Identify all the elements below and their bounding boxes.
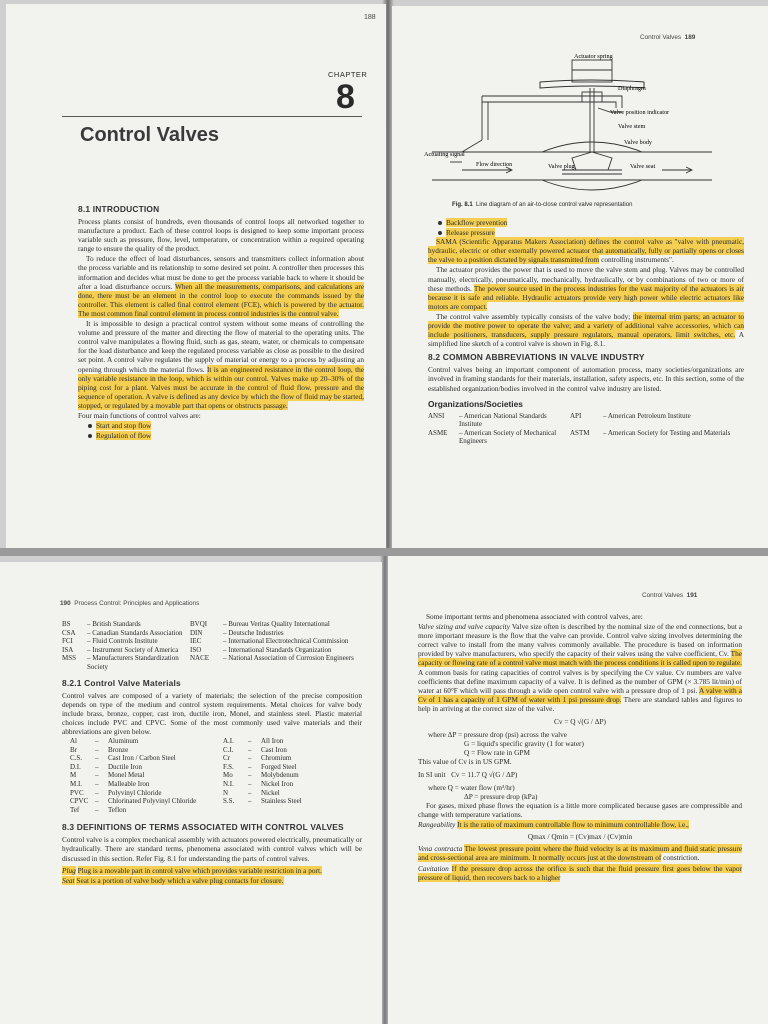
table-row: C.S. – Cast Iron / Carbon Steel Cr – Chromium: [70, 754, 292, 763]
paragraph: Some important terms and phenomena associated with control valves, are:: [426, 612, 643, 621]
intro-section: [78, 200, 364, 440]
equation-where: G = liquid's specific gravity (1 for water): [464, 739, 584, 749]
diagram-label: Valve position indicator: [610, 109, 670, 116]
table-row: CSA – Canadian Standards Association DIN – Deutsche Industries: [62, 628, 284, 637]
body-text: [62, 835, 362, 884]
diagram-label: Actuator spring: [574, 53, 613, 60]
equation: Qmax / Qmin = (Cv)max / (Cv)min: [527, 832, 633, 842]
paragraph: The actuator provides the power that is used to move the valve stem and plug. Valves may be controlled manually, electrically, pneumatically, mechanically, hydraulically, or by combinations of two or more of these methods. The power source used in the process industries for the vast majority of the actuators is air because it is safe and reliable. Hydraulic actuators provide very high power while electric actuators like motors are compact.: [428, 265, 745, 311]
equation-where: where ΔP = pressure drop (psi) across the valve: [428, 730, 568, 740]
body-text: [418, 844, 742, 881]
body-text: [428, 365, 744, 392]
photo-divider: [0, 548, 768, 556]
paragraph: Four main functions of control valves are:: [78, 410, 201, 420]
body-text: [62, 691, 362, 736]
orgs-heading: Organizations/Societies: [428, 398, 523, 409]
control-valve-diagram: [422, 52, 722, 202]
paragraph: SAMA (Scientific Apparatus Makers Association) defines the control valve as "valve with pneumatic, hydraulic, electric or other externally powered actuator that automatically, fully or partially opens or closes the valve to a position dictated by signals transmitted from controlling instruments".: [428, 237, 744, 265]
table-row: MSS – Manufacturers Standardization Society NACE – National Association of Corrosion Engineers: [62, 654, 354, 671]
table-row: D.I. – Ductile Iron F.S. – Forged Steel: [70, 762, 297, 771]
intro-text: [78, 217, 364, 420]
page-189-body: [428, 218, 744, 446]
section-heading: 8.1 INTRODUCTION: [78, 204, 160, 214]
paragraph: Control valve is a complex mechanical assembly with actuators powered electrically, pneumatically or hydraulically. There are standard terms, phenomena associated with control valves which will be discussed in this section. Refer Fig. 8.1 for understanding the parts of control valves.: [62, 835, 362, 863]
table-row: Tef – Teflon: [70, 805, 127, 814]
page-190: [0, 562, 382, 1024]
equation-note: This value of Cv is in US GPM.: [418, 757, 512, 767]
table-row: Al – Aluminum A.I. – All Iron: [70, 737, 284, 746]
chapter-label: CHAPTER: [328, 70, 368, 79]
table-row: ASME – American Society of Mechanical Engineers ASTM – American Society for Testing and Materials: [428, 428, 731, 446]
diagram-label: Valve seat: [630, 163, 656, 170]
chapter-rule: [62, 116, 362, 117]
page-191: [388, 556, 768, 1024]
paragraph: Process plants consist of hundreds, even thousands of control loops all networked together to manufacture a product. Each of these control loops is designed to keep some important process variable such as pressure, flow, level, temperature, or concentration within a required operating range to ensure the quality of the product.: [78, 217, 364, 254]
list-item: Regulation of flow: [78, 431, 364, 441]
paragraph: Control valves being an important component of automation process, many societies/organizations are involved in framing standards for their materials, installation, safety aspects, etc. In this section, some of the established organization/bodies involved in the control valve industry are listed.: [428, 365, 744, 393]
section-heading: 8.3 DEFINITIONS OF TERMS ASSOCIATED WITH CONTROL VALVES: [62, 822, 344, 833]
diagram-label: Valve stem: [618, 123, 646, 130]
equation-where: where Q = water flow (m³/hr): [428, 783, 515, 793]
table-row: ANSI – American National Standards Institute API – American Petroleum Institute: [428, 411, 691, 429]
paragraph: For gases, mixed phase flows the equation is a little more complicated because gases are compressible and change with temperature variations.: [418, 801, 742, 820]
figure-caption: Fig. 8.1 Line diagram of an air-to-close control valve representation: [452, 202, 633, 208]
diagram-label: Valve plug: [548, 163, 575, 170]
definition-plug: Plug Plug is a movable part in control valve which provides variable restriction in a port.: [62, 865, 322, 875]
running-head: 190 Process Control: Principles and Applications: [60, 600, 200, 607]
body-text: [428, 237, 744, 348]
page-189: [392, 6, 768, 548]
diagram-label: Actuating signal: [424, 151, 465, 158]
chapter-title: Control Valves: [80, 124, 219, 146]
equation-where: ΔP = pressure drop (kPa): [464, 792, 538, 802]
paragraph: The control valve assembly typically consists of the valve body; the internal trim parts; an actuator to provide the motive power to operate the valve; and a variety of additional valve accessories, which can include positioners, transducers, supply pressure regulators, manual operators, limit switches, etc. A simplified line sketch of a control valve is shown in Fig. 8.1.: [428, 311, 744, 349]
body-text: [418, 612, 742, 713]
list-item: Backflow prevention: [428, 218, 744, 228]
table-row: FCI – Fluid Controls Institute IEC – International Electrotechnical Commission: [62, 637, 349, 646]
paragraph: It is impossible to design a practical control system without some means of controlling the volume and pressure of the matter and directing the flow of material to the operating units. The control valve manipulates a flowing fluid, such as gas, steam, water, or chemicals to compensate for the load disturbance and keep the regulated process variable as close as possible to the desired set point. A control valve regulates the supply of material or energy to a process by adjusting an opening through which the material flows. It is an engineered resistance in the control loop, the only variable resistance in the loop, which is within our control. Valves make up 20–30% of the piping cost for a plant. Valves must be accurate in the control of fluid flow, pressure and the sequence of operation. A valve is defined as any device by which the flow of fluid may be started, stopped, or regulated by a movable part that opens or obstructs passage.: [78, 319, 365, 410]
paragraph: To reduce the effect of load disturbances, sensors and transmitters collect information about the process variable and its relationship to some desired set point. A controller then processes this information and decides what must be done to get the process variable back to where it should be after a load disturbance occurs. When all the measurements, comparisons, and calculations are done, there must be an element in the control loop to execute the commands issued by the controller. This element is called final control element (FCE), which is powered by the actuator. The most common final control element in process control industries is the control valve.: [78, 254, 364, 318]
paragraph: Control valves are composed of a variety of materials; the selection of the precise composition depends on type of the medium and control system requirements. Metal choices for valve body include brass, bronze, copper, cast iron, ductile iron, Monel, and stainless steel. Plastic material choices include PVC and CPVC. Some of the most commonly used valve materials and their abbreviations are given below.: [62, 690, 362, 736]
bottom-spread: [0, 556, 768, 1024]
equation: In SI unit Cv = 11.7 Q √(G / ΔP): [418, 770, 518, 780]
body-text: [418, 801, 742, 829]
orgs-table: [62, 620, 357, 672]
diagram-label: Diaphragm: [618, 85, 646, 92]
chapter-number: 8: [336, 78, 355, 116]
page-188: [6, 4, 386, 548]
table-row: ISA – Instrument Society of America ISO – International Standards Organization: [62, 645, 332, 654]
diagram-label: Valve body: [624, 139, 653, 146]
definition-sizing: Valve sizing and valve capacity Valve size often is described by the nominal size of the end connections, but a more important measure is the flow that the valve can provide. Control valve sizing involves determining the correct valve to install from the many valves commonly available. The procedure is based on information provided by valve manufacturers, who specify the capacity of their valves using the valve coefficient, Cv. The capacity or flowing rate of a control valve must match with the process conditions it is called upon to regulate. A common basis for rating capacities of control valves is by specifying the Cv value. Cv numbers are valve coefficients that define maximum capacity of a valve. It is defined as the number of GPM (× 3.785 lit/min) of water at 60°F which will pass through a wide open control valve with a pressure drop of 1 psi. A valve with a Cv of 1 has a capacity of 1 GPM of water with 1 psi pressure drop. There are standard tables and figures to help in arriving at the correct size of the valve.: [418, 622, 742, 713]
definition-seat: Seat Seat is a portion of valve body which a valve plug contacts for closure.: [62, 875, 284, 885]
definition-vena-contracta: Vena contracta The lowest pressure point where the fluid velocity is at its maximum and fluid static pressure and cross-sectional area are minimum. It normally occurs just at the downstream of constriction.: [418, 844, 742, 863]
table-row: M.I. – Malleable Iron N.I. – Nickel Iron: [70, 780, 294, 788]
running-head: Control Valves 189: [640, 34, 696, 41]
table-row: M – Monel Metal Mo – Molybdenum: [70, 771, 299, 780]
list-item: Release pressure: [428, 228, 744, 238]
table-row: CPVC – Chlorinated Polyvinyl Chloride S.S. – Stainless Steel: [70, 797, 302, 806]
definition-cavitation: Cavitation If the pressure drop across the orifice is such that the fluid pressure first goes below the vapor pressure of liquid, then recovers back to a higher: [418, 863, 742, 882]
table-row: BS – British Standards BVQI – Bureau Veritas Quality International: [62, 620, 330, 628]
orgs-table: [428, 412, 733, 446]
page-191-body: [418, 612, 742, 883]
running-head: Control Valves 191: [642, 592, 698, 599]
table-row: PVC – Polyvinyl Chloride N – Nickel: [70, 788, 280, 797]
table-row: Br – Bronze C.I. – Cast Iron: [70, 745, 287, 754]
equation: Cv = Q √(G / ΔP): [554, 717, 606, 727]
page-number: 188: [364, 14, 376, 21]
page-190-body: [62, 620, 362, 886]
section-heading: 8.2 COMMON ABBREVIATIONS IN VALVE INDUSTRY: [428, 352, 645, 363]
section-heading: 8.2.1 Control Valve Materials: [62, 677, 181, 688]
diagram-label: Flow direction: [476, 161, 513, 168]
list-item: Start and stop flow: [78, 421, 364, 431]
equation-where: Q = Flow rate in GPM: [464, 748, 530, 758]
definition-rangeability: Rangeability It is the ratio of maximum controllable flow to minimum controllable flow, i.e.,: [418, 820, 689, 830]
materials-table: [70, 737, 305, 814]
